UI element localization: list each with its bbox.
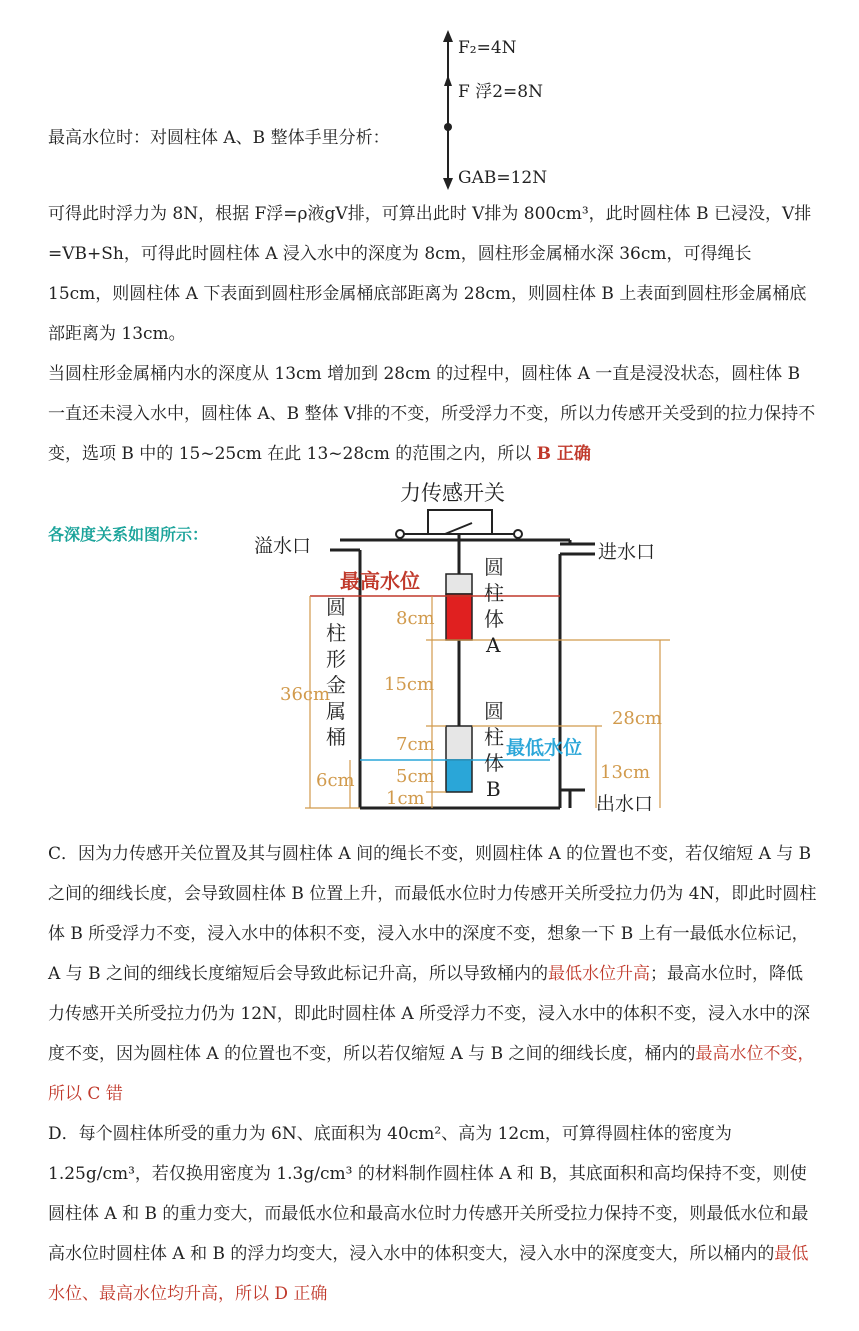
cyl-a-char-1: 圆 (484, 555, 504, 579)
depth-5cm: 5cm (396, 766, 435, 787)
force-f2-label: F₂=4N (458, 38, 517, 58)
option-b-verdict: B 正确 (536, 444, 591, 464)
option-b-text: 当圆柱形金属桶内水的深度从 13cm 增加到 28cm 的过程中，圆柱体 A 一直是浸没状态，圆柱体 B 一直还未浸入水中，圆柱体 A、B 整体 V排的不变，所受浮力不变，所以力传感开关受到的拉力保持不变，选项 B 中的 15~25cm 在此 13~28cm 的范围之内，所以 (48, 364, 816, 464)
cyl-b-char-2: 柱 (484, 725, 504, 749)
switch-box (428, 510, 492, 534)
cyl-b-char-3: 体 (484, 751, 504, 775)
min-level-label: 最低水位 (506, 737, 583, 759)
depth-diagram-svg (250, 478, 690, 818)
paragraph-option-c (48, 834, 818, 1114)
bucket-char-2: 柱 (326, 621, 346, 645)
depth-1cm: 1cm (386, 788, 425, 809)
cylinder-b-submerged (446, 760, 472, 792)
diagram-caption: 各深度关系如图所示： (48, 525, 209, 544)
outlet-label: 出水口 (596, 793, 654, 815)
option-d-text-1: D．每个圆柱体所受的重力为 6N、底面积为 40cm²、高为 12cm，可算得圆柱体的密度为 1.25g/cm³，若仅换用密度为 1.3g/cm³ 的材料制作圆柱体 A 和 B，其底面积和高均保持不变，则使圆柱体 A 和 B 的重力变大，而最低水位和最高水位时力传感开关所受拉力保持不变，则最低水位和最高水位时圆柱体 A 和 B 的浮力均变大，浸入水中的体积变大，浸入水中的深度变大，所以桶内的 (48, 1124, 809, 1264)
depth-diagram (250, 478, 690, 822)
cylinder-a-top (446, 574, 472, 594)
overflow-label: 溢水口 (254, 535, 312, 557)
bucket-char-3: 形 (326, 647, 346, 671)
cyl-a-char-3: 体 (484, 607, 504, 631)
force-diagram (440, 30, 640, 200)
inlet-label: 进水口 (598, 541, 656, 563)
cyl-b-char-1: 圆 (484, 699, 504, 723)
cylinder-b-top (446, 726, 472, 760)
bucket-char-5: 属 (326, 699, 346, 723)
cylinder-a-submerged (446, 594, 472, 640)
depth-8cm: 8cm (396, 608, 435, 629)
depth-7cm: 7cm (396, 734, 435, 755)
paragraph-option-d (48, 1114, 818, 1314)
force-analysis-label: 最高水位时：对圆柱体 A、B 整体手里分析： (48, 128, 390, 148)
depth-36cm: 36cm (280, 684, 331, 705)
max-level-label: 最高水位 (340, 569, 420, 593)
paragraph-buoyancy: 可得此时浮力为 8N，根据 F浮=ρ液gV排，可算出此时 V排为 800cm³，此时圆柱体 B 已浸没，V排=VB+Sh，可得此时圆柱体 A 浸入水中的深度为 8cm，圆柱形金属桶水深 36cm，可得绳长 15cm，则圆柱体 A 下表面到圆柱形金属桶底部距离为 28cm，则圆柱体 B 上表面到圆柱形金属桶底部距离为 13cm。 (48, 204, 812, 344)
bucket-char-6: 桶 (326, 725, 346, 749)
option-c-highlight-2: 最高水位不变，所以 C 错 (48, 1044, 815, 1104)
option-d-highlight-1: 最低水位、最高水位均升高，所以 D 正确 (48, 1244, 809, 1304)
paragraph-option-b (48, 354, 818, 474)
depth-6cm: 6cm (316, 770, 355, 791)
option-c-highlight-1: 最低水位升高 (547, 964, 650, 984)
switch-label: 力传感开关 (400, 481, 505, 505)
depth-13cm: 13cm (600, 762, 651, 783)
cyl-a-char-2: 柱 (484, 581, 504, 605)
cyl-b-char-4: B (486, 777, 501, 801)
cyl-a-char-4: A (486, 633, 501, 657)
force-float-label: F 浮2=8N (458, 82, 543, 102)
depth-15cm: 15cm (384, 674, 435, 695)
depth-28cm: 28cm (611, 708, 662, 729)
option-c-text-2: ；最高水位时，降低力传感开关所受拉力仍为 12N，即此时圆柱体 A 所受浮力不变，浸入水中的体积不变，浸入水中的深度不变，因为圆柱体 A 的位置也不变，所以若仅缩短 A 与 B 之间的细线长度，桶内的 (48, 964, 810, 1064)
bucket-char-1: 圆 (326, 595, 346, 619)
option-c-text-1: C．因为力传感开关位置及其与圆柱体 A 间的绳长不变，则圆柱体 A 的位置也不变，若仅缩短 A 与 B 之间的细线长度，会导致圆柱体 B 位置上升，而最低水位时力传感开关所受拉力仍为 4N，即此时圆柱体 B 所受浮力不变，浸入水中的体积不变，浸入水中的深度不变，想象一下 B 上有一最低水位标记，A 与 B 之间的细线长度缩短后会导致此标记升高，所以导致桶内的 (48, 844, 817, 984)
force-gravity-label: GAB=12N (458, 168, 548, 188)
bucket-char-4: 金 (326, 673, 346, 697)
